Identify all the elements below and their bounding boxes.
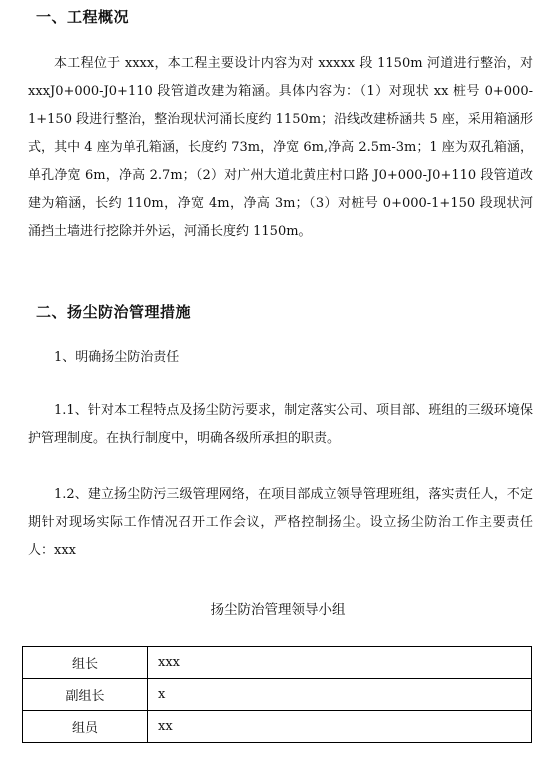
role-cell: 组长 xyxy=(23,647,148,679)
table-row xyxy=(23,679,532,711)
table-row xyxy=(23,711,532,743)
name-cell: xx xyxy=(148,711,532,743)
role-cell: 组员 xyxy=(23,711,148,743)
section-heading-dust-control: 二、扬尘防治管理措施 xyxy=(36,303,192,321)
name-cell: xxx xyxy=(148,647,532,679)
table-row xyxy=(23,647,532,679)
name-cell: x xyxy=(148,679,532,711)
item-1-heading: 1、明确扬尘防治责任 xyxy=(54,350,180,365)
leadership-table xyxy=(22,646,532,743)
overview-paragraph: 本工程位于 xxxx，本工程主要设计内容为对 xxxxx 段 1150m 河道进行整治，对 xxxJ0+000-J0+110 段管道改建为箱涵。具体内容为：（1）对现状 xx 桩号 0+000-1+150 段进行整治，整治现状河涌长度约 1150m；沿线改建桥涵共 5 座，采用箱涵形式，其中 4 座为单孔箱涵，长度约 73m，净宽 6m,净高 2.5m-3m；1 座为双孔箱涵，单孔净宽 6m，净高 2.7m；（2）对广州大道北黄庄村口路 J0+000-J0+110 段管道改建为箱涵，长约 110m，净宽 4m，净高 3m；（3）对桩号 0+000-1+150 段现状河涌挡土墙进行挖除并外运，河涌长度约 1150m。 xyxy=(28,56,533,239)
item-1-2-paragraph: 1.2、建立扬尘防污三级管理网络，在项目部成立领导管理班组，落实责任人，不定期针对现场实际工作情况召开工作会议，严格控制扬尘。设立扬尘防治工作主要责任人：xxx xyxy=(28,487,533,558)
item-1-1-paragraph: 1.1、针对本工程特点及扬尘防污要求，制定落实公司、项目部、班组的三级环境保护管理制度。在执行制度中，明确各级所承担的职责。 xyxy=(28,403,533,446)
table-caption: 扬尘防治管理领导小组 xyxy=(210,602,346,618)
section-heading-overview: 一、工程概况 xyxy=(36,8,130,26)
role-cell: 副组长 xyxy=(23,679,148,711)
